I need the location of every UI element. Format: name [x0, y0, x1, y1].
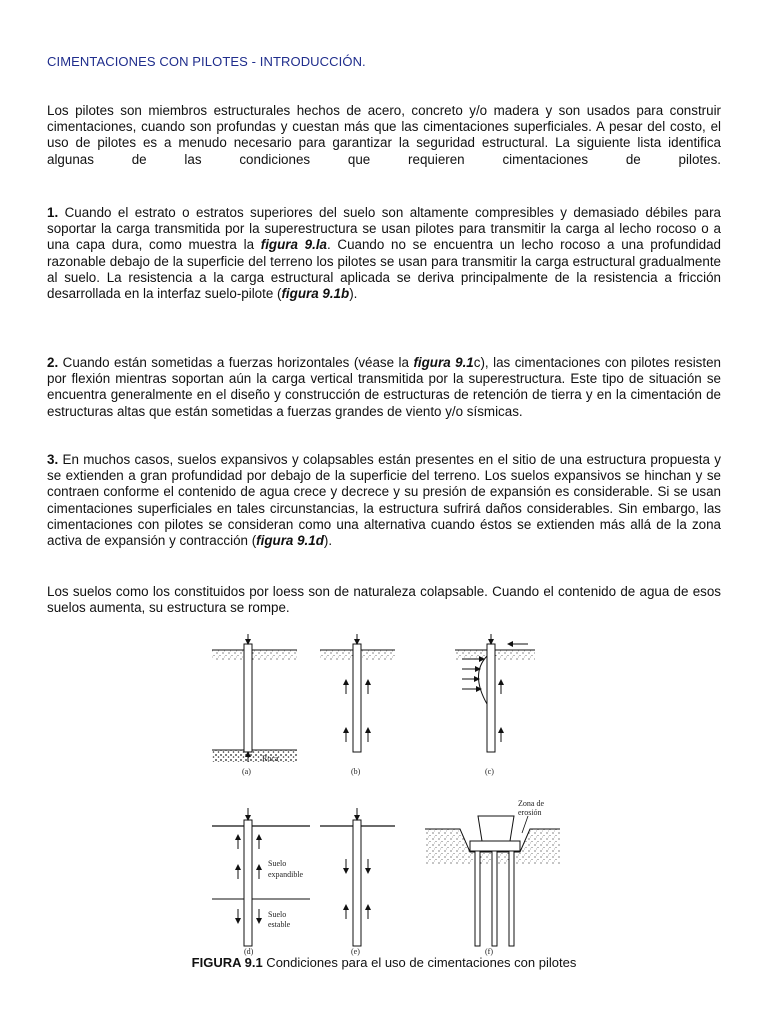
paragraph-text: . Cuando no se encuentra un lecho rocoso a una profundidad razonable debajo de la superficie del terreno los pilotes se usan para transmitir la carga estructural gradualmente al suelo. La resistencia a la carga estructural aplicada se deriva principalmente de la resistencia a fricción desarrollada en la interfaz suelo-pilote ( — [47, 237, 721, 302]
pile-conditions-figure — [0, 634, 768, 964]
stable-soil-label: Suelo — [268, 910, 287, 919]
item-number: 3. — [47, 452, 59, 467]
diagram-d — [212, 808, 310, 956]
paragraph-text: Cuando el estrato o estratos superiores del suelo son altamente compresibles y demasiado débiles para soportar la carga transmitida por la superestructura se usan pilotes para transmitir la carga al lecho rocoso o a una capa dura, como muestra la — [47, 205, 721, 253]
diagram-b — [320, 634, 395, 776]
diagram-label-c: (c) — [485, 767, 494, 776]
caption-label: FIGURA 9.1 — [191, 955, 263, 970]
paragraph-text: En muchos casos, suelos expansivos y colapsables están presentes en el sitio de una estructura propuesta y se extienden a gran profundidad por debajo de la superficie del terreno. Los suelos expansivos se hinchan y se contraen conforme el contenido de agua crece y decrece y su presión de expansión es considerable. Si se usan cimentaciones superficiales en tales circunstancias, la estructura sufrirá daños considerables. Sin embargo, las cimentaciones con pilotes se consideran como una alternativa cuando éstos se extienden más allá de la zona activa de expansión y contracción ( — [47, 452, 721, 549]
paragraph-text: Cuando están sometidas a fuerzas horizontales (véase la — [58, 355, 414, 370]
paragraph-text: ). — [323, 533, 333, 549]
figure-reference: figura 9.1d — [256, 533, 324, 549]
condition-1-paragraph — [47, 205, 721, 302]
figure-reference: figura 9.1b — [281, 286, 350, 302]
diagram-label-d: (d) — [244, 947, 254, 956]
document-title: CIMENTACIONES CON PILOTES - INTRODUCCIÓN. — [47, 54, 366, 69]
stable-soil-label: estable — [268, 920, 291, 929]
expansive-soil-label: expandible — [268, 870, 304, 879]
figure-reference: figura 9.1 — [413, 355, 474, 370]
diagram-c — [455, 634, 535, 776]
diagram-label-e: (e) — [351, 947, 360, 956]
caption-text: Condiciones para el uso de cimentaciones con pilotes — [262, 955, 577, 970]
diagram-f — [425, 799, 560, 956]
item-number: 2. — [47, 355, 59, 370]
condition-3-paragraph — [47, 452, 721, 549]
item-number: 1. — [47, 205, 59, 220]
expansive-soil-label: Suelo — [268, 859, 287, 868]
erosion-zone-label: Zona de — [518, 799, 544, 808]
diagram-label-f: (f) — [485, 947, 493, 956]
diagram-label-a: (a) — [242, 767, 251, 776]
paragraph-text: ). — [349, 286, 358, 302]
closing-paragraph: Los suelos como los constituidos por loess son de naturaleza colapsable. Cuando el contenido de agua de esos suelos aumenta, su estructura se rompe. — [47, 584, 721, 616]
paragraph-text: c), las cimentaciones con pilotes resisten por flexión mientras soportan aún la carga vertical transmitida por la superestructura. Este tipo de situación se encuentra generalmente en el diseño y construcción de estructuras de retención de tierra y en la cimentación de estructuras altas que están sometidas a fuerzas grandes de viento y/o sísmicas. — [47, 355, 721, 419]
diagram-label-b: (b) — [351, 767, 361, 776]
erosion-zone-label: erosión — [518, 808, 542, 817]
diagram-a — [212, 634, 297, 776]
diagram-e — [320, 808, 395, 956]
rock-label: Roca — [262, 754, 279, 763]
figure-caption — [0, 955, 768, 970]
intro-paragraph: Los pilotes son miembros estructurales hechos de acero, concreto y/o madera y son usados para construir cimentaciones, cuando son profundas y cuestan más que las cimentaciones superficiales. A pesar del costo, el uso de pilotes es a menudo necesario para garantizar la seguridad estructural. La siguiente lista identifica algunas de las condiciones que requieren cimentaciones de pilotes. — [47, 103, 721, 167]
figure-reference: figura 9.la — [260, 237, 327, 253]
condition-2-paragraph — [47, 355, 721, 420]
pile-diagrams — [0, 634, 768, 964]
